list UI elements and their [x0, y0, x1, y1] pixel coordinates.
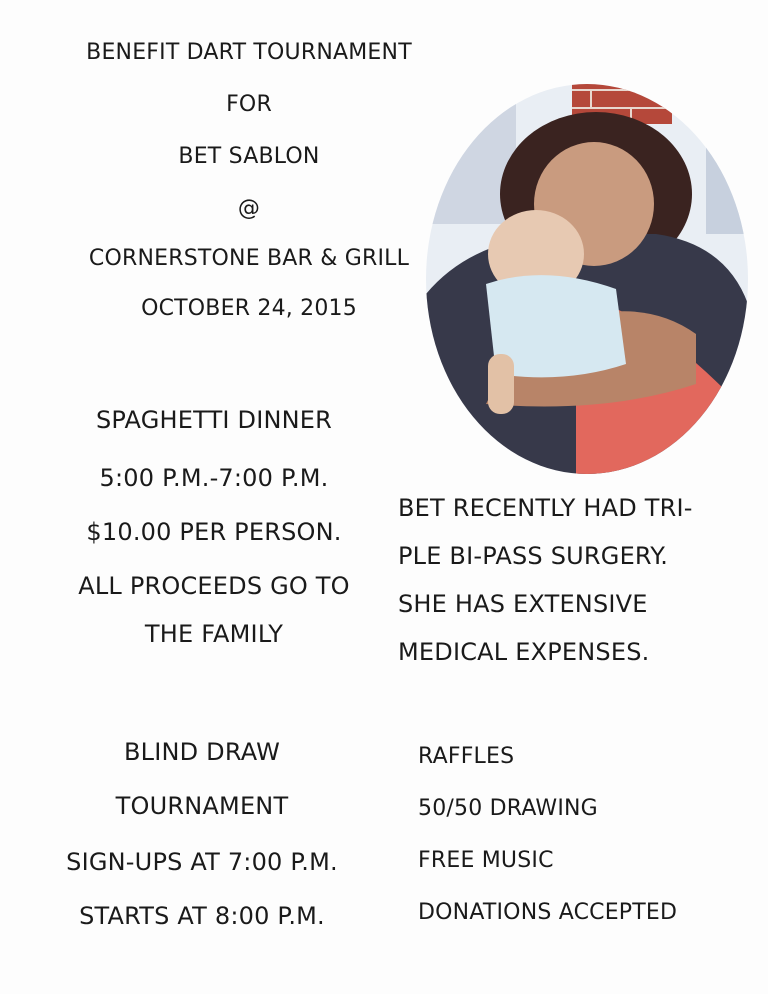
story-line-1: BET RECENTLY HAD TRI- — [398, 494, 693, 522]
extras-line-1: RAFFLES — [418, 744, 515, 769]
dinner-line-1: SPAGHETTI DINNER — [95, 406, 333, 434]
portrait-photo — [426, 84, 748, 474]
tournament-line-3: SIGN-UPS AT 7:00 P.M. — [66, 848, 338, 876]
dinner-line-3: $10.00 PER PERSON. — [86, 518, 342, 546]
title-line-2: FOR — [226, 92, 272, 117]
title-line-5: CORNERSTONE BAR & GRILL — [88, 246, 410, 271]
tournament-line-4: STARTS AT 8:00 P.M. — [79, 902, 325, 930]
dinner-line-2: 5:00 P.M.-7:00 P.M. — [99, 464, 329, 492]
dinner-line-5: THE FAMILY — [144, 620, 284, 648]
dinner-line-4: ALL PROCEEDS GO TO — [78, 572, 350, 600]
title-line-6: OCTOBER 24, 2015 — [141, 296, 357, 321]
title-line-3: BET SABLON — [178, 144, 320, 169]
extras-line-3: FREE MUSIC — [418, 848, 554, 873]
extras-line-4: DONATIONS ACCEPTED — [418, 900, 678, 925]
title-line-1: BENEFIT DART TOURNAMENT — [86, 40, 412, 65]
tournament-line-2: TOURNAMENT — [115, 792, 289, 820]
title-line-4: @ — [237, 196, 261, 221]
story-line-4: MEDICAL EXPENSES. — [398, 638, 650, 666]
extras-line-2: 50/50 DRAWING — [418, 796, 598, 821]
tournament-line-1: BLIND DRAW — [124, 738, 280, 766]
story-line-3: SHE HAS EXTENSIVE — [398, 590, 648, 618]
story-line-2: PLE BI-PASS SURGERY. — [398, 542, 669, 570]
